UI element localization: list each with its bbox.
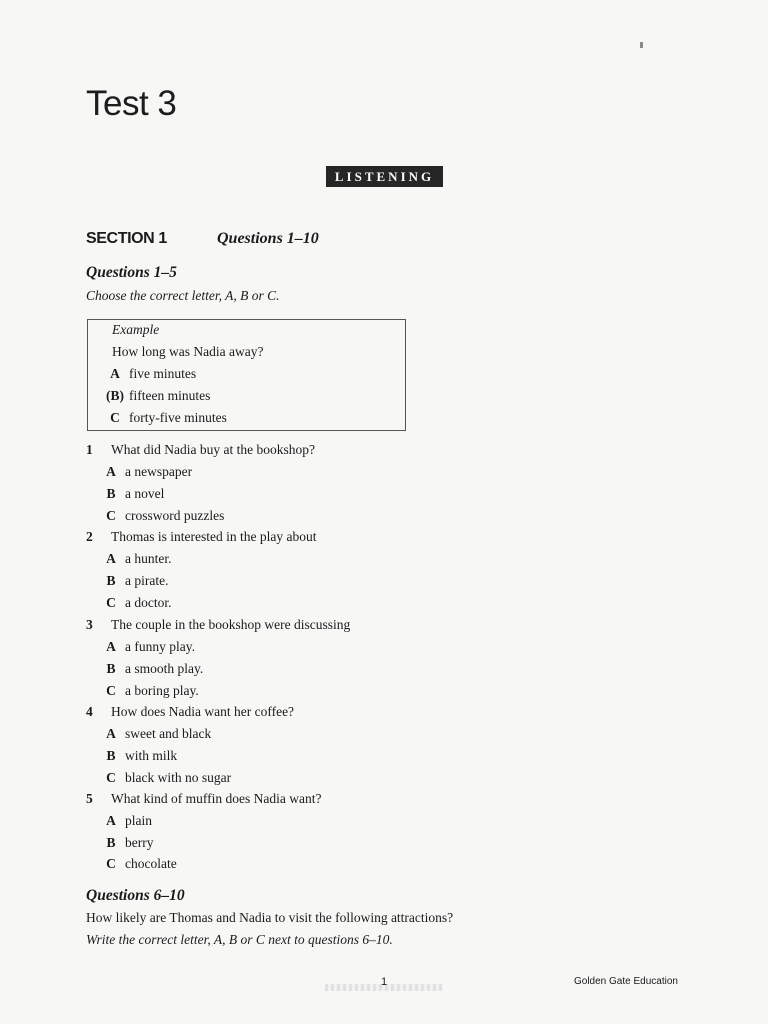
- option-letter: A: [106, 464, 116, 479]
- option-letter: A: [106, 551, 116, 566]
- option-text: a pirate.: [125, 573, 169, 588]
- option-letter: B: [106, 748, 116, 763]
- question-number: 1: [86, 442, 93, 457]
- option-text: a boring play.: [125, 683, 199, 698]
- example-box: [87, 319, 406, 431]
- question-number: 3: [86, 617, 93, 632]
- option-text: black with no sugar: [125, 770, 232, 785]
- page-title: Test 3: [86, 84, 177, 123]
- option-letter: C: [106, 595, 116, 610]
- question-text: What did Nadia buy at the bookshop?: [111, 442, 315, 457]
- option-letter: A: [106, 726, 116, 741]
- part2-instruction: Write the correct letter, A, B or C next to questions 6–10.: [86, 932, 393, 947]
- question-text: How does Nadia want her coffee?: [111, 704, 295, 719]
- option-letter: (B): [106, 388, 124, 403]
- option-text: forty-five minutes: [129, 410, 227, 425]
- scan-mark: [640, 42, 643, 48]
- option-text: chocolate: [125, 856, 177, 871]
- footer-brand: Golden Gate Education: [574, 976, 678, 987]
- option-letter: B: [106, 835, 116, 850]
- option-text: with milk: [125, 748, 178, 763]
- question-number: 4: [86, 704, 93, 719]
- example-question: How long was Nadia away?: [112, 344, 264, 359]
- paper-label: LISTENING: [326, 166, 443, 187]
- section-heading: [86, 229, 319, 249]
- question-text: The couple in the bookshop were discussing: [111, 617, 351, 632]
- option-letter: A: [106, 813, 116, 828]
- section-range: Questions 1–10: [217, 230, 319, 247]
- part2-question: How likely are Thomas and Nadia to visit the following attractions?: [86, 910, 454, 925]
- example-label: Example: [112, 322, 160, 337]
- option-text: a funny play.: [125, 639, 195, 654]
- option-text: a hunter.: [125, 551, 172, 566]
- option-text: crossword puzzles: [125, 508, 225, 523]
- option-text: berry: [125, 835, 154, 850]
- question-number: 5: [86, 791, 93, 806]
- question-number: 2: [86, 529, 93, 544]
- option-text: a novel: [125, 486, 165, 501]
- option-text: fifteen minutes: [129, 388, 211, 403]
- option-letter: B: [106, 661, 116, 676]
- option-letter: B: [106, 573, 116, 588]
- page-number: 1: [381, 976, 388, 988]
- option-letter: B: [106, 486, 116, 501]
- option-letter: C: [106, 856, 116, 871]
- part2-title: Questions 6–10: [86, 887, 185, 904]
- part1-title: Questions 1–5: [86, 264, 177, 281]
- option-text: a smooth play.: [125, 661, 204, 676]
- option-letter: A: [106, 639, 116, 654]
- section-label: SECTION 1: [86, 230, 167, 247]
- option-letter: A: [110, 366, 120, 381]
- part1-instruction: Choose the correct letter, A, B or C.: [86, 288, 280, 303]
- question-text: What kind of muffin does Nadia want?: [111, 791, 322, 806]
- option-letter: C: [106, 508, 116, 523]
- option-letter: C: [106, 770, 116, 785]
- option-text: plain: [125, 813, 152, 828]
- option-letter: C: [106, 683, 116, 698]
- option-letter: C: [110, 410, 120, 425]
- option-text: a doctor.: [125, 595, 172, 610]
- option-text: five minutes: [129, 366, 197, 381]
- option-text: a newspaper: [125, 464, 193, 479]
- question-text: Thomas is interested in the play about: [111, 529, 317, 544]
- option-text: sweet and black: [125, 726, 212, 741]
